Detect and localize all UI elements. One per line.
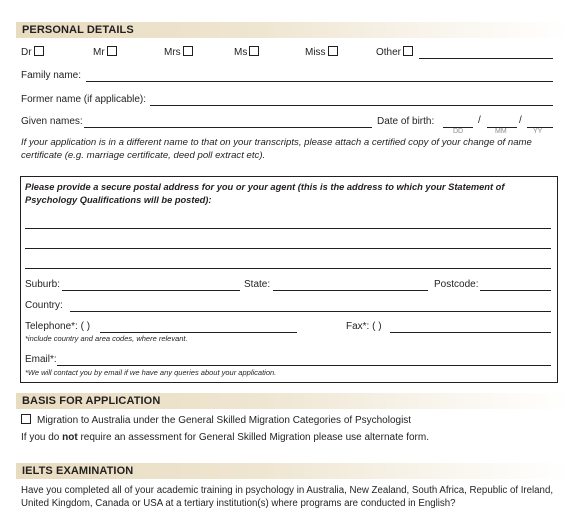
suburb-field[interactable] [62, 290, 240, 291]
alternate-form-note: If you do not require an assessment for General Skilled Migration please use alternate form. [21, 432, 429, 443]
title-mrs[interactable]: Mrs [164, 46, 193, 58]
address-line-1[interactable] [25, 228, 551, 229]
address-line-2[interactable] [25, 248, 551, 249]
email-note: *We will contact you by email if we have any queries about your application. [25, 368, 277, 377]
family-name-field[interactable] [86, 81, 553, 82]
dob-separator: / [478, 115, 481, 126]
other-checkbox[interactable] [403, 46, 413, 56]
former-name-label: Former name (if applicable): [21, 94, 147, 105]
telephone-note: *include country and area codes, where relevant. [25, 334, 188, 343]
address-line-3[interactable] [25, 268, 551, 269]
title-other[interactable]: Other [376, 46, 413, 58]
dob-separator: / [519, 115, 522, 126]
name-change-note: If your application is in a different name to that on your transcripts, please attach a certified copy of your change of name certificate (e.g. marriage certificate, deed poll extract etc). [21, 137, 532, 161]
ielts-heading: IELTS EXAMINATION [16, 463, 570, 479]
given-names-field[interactable] [84, 127, 372, 128]
state-field[interactable] [273, 290, 428, 291]
ielts-question: Have you completed all of your academic training in psychology in Australia, New Zealand, South Africa, Republic of Ireland, United Kingdom, Canada or USA at a tertiary institution(s) where programs are conducted in English? [21, 485, 554, 509]
gsm-option[interactable]: Migration to Australia under the General Skilled Migration Categories of Psychologist [21, 414, 411, 426]
former-name-field[interactable] [150, 105, 553, 106]
title-mr[interactable]: Mr [93, 46, 117, 58]
telephone-field[interactable] [100, 332, 297, 333]
ms-checkbox[interactable] [249, 46, 259, 56]
dob-dd-hint: DD [453, 128, 464, 135]
family-name-label: Family name: [21, 70, 82, 81]
postcode-label: Postcode: [434, 279, 479, 290]
dob-mm-hint: MM [495, 128, 507, 135]
title-dr[interactable]: Dr [21, 46, 44, 58]
country-label: Country: [25, 300, 63, 311]
postal-address-intro: Please provide a secure postal address for you or your agent (this is the address to which your Statement of Psychology Qualifications will be posted): [25, 182, 505, 205]
email-field[interactable] [57, 365, 551, 366]
title-miss[interactable]: Miss [305, 46, 338, 58]
basis-heading: BASIS FOR APPLICATION [16, 393, 570, 409]
dr-checkbox[interactable] [34, 46, 44, 56]
personal-details-heading: PERSONAL DETAILS [16, 22, 570, 38]
suburb-label: Suburb: [25, 279, 61, 290]
country-field[interactable] [70, 311, 551, 312]
telephone-label: Telephone*: ( ) [25, 321, 91, 332]
state-label: State: [244, 279, 271, 290]
given-names-label: Given names: [21, 116, 83, 127]
mrs-checkbox[interactable] [183, 46, 193, 56]
mr-checkbox[interactable] [107, 46, 117, 56]
email-label: Email*: [25, 354, 57, 365]
other-title-field[interactable] [419, 58, 553, 59]
miss-checkbox[interactable] [328, 46, 338, 56]
dob-label: Date of birth: [377, 116, 435, 127]
dob-yy-hint: YY [533, 128, 543, 135]
fax-label: Fax*: ( ) [346, 321, 382, 332]
gsm-checkbox[interactable] [21, 414, 31, 424]
title-ms[interactable]: Ms [234, 46, 259, 58]
postcode-field[interactable] [480, 290, 551, 291]
fax-field[interactable] [390, 332, 551, 333]
